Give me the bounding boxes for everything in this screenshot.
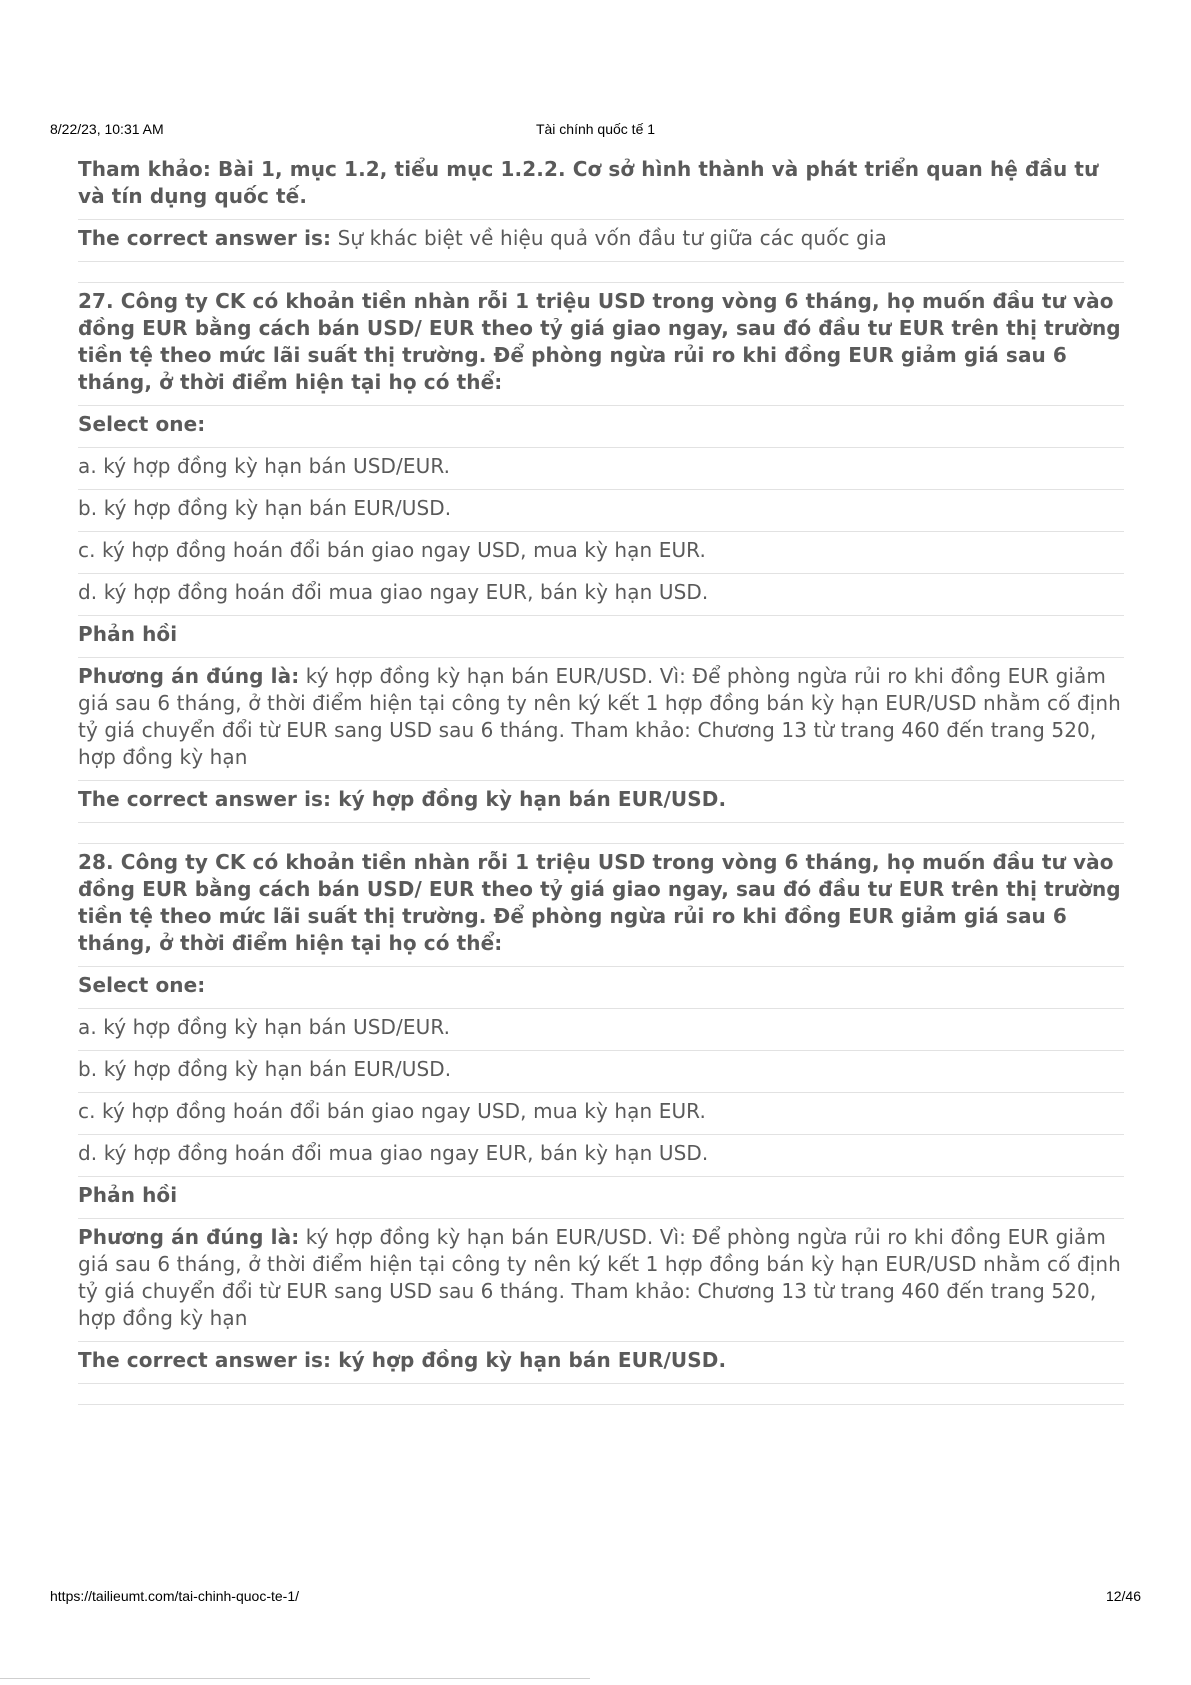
select-one-label: Select one:	[78, 406, 1124, 448]
print-url[interactable]: https://tailieumt.com/tai-chinh-quoc-te-1/	[50, 1588, 299, 1604]
reference-text	[78, 153, 1124, 220]
explanation-label: Phương án đúng là:	[78, 664, 300, 688]
question-text: 27. Công ty CK có khoản tiền nhàn rỗi 1 triệu USD trong vòng 6 tháng, họ muốn đầu tư vào đồng EUR bằng cách bán USD/ EUR theo tỷ giá giao ngay, sau đó đầu tư EUR trên thị trường tiền tệ theo mức lãi suất thị trường. Để phòng ngừa rủi ro khi đồng EUR giảm giá sau 6 tháng, ở thời điểm hiện tại họ có thể:	[78, 283, 1124, 406]
quiz-content	[78, 153, 1124, 1405]
option-a[interactable]: a. ký hợp đồng kỳ hạn bán USD/EUR.	[78, 448, 1124, 490]
explanation-text: ký hợp đồng kỳ hạn bán EUR/USD. Vì: Để phòng ngừa rủi ro khi đồng EUR giảm giá sau 6 tháng, ở thời điểm hiện tại công ty nên ký kết 1 hợp đồng bán kỳ hạn EUR/USD nhằm cố định tỷ giá chuyển đổi từ EUR sang USD sau 6 tháng. Tham khảo: Chương 13 từ trang 460 đến trang 520, hợp đồng kỳ hạn	[78, 1225, 1121, 1330]
correct-answer-label: The correct answer is:	[78, 787, 332, 811]
option-c[interactable]: c. ký hợp đồng hoán đổi bán giao ngay USD, mua kỳ hạn EUR.	[78, 532, 1124, 574]
explanation-text: ký hợp đồng kỳ hạn bán EUR/USD. Vì: Để phòng ngừa rủi ro khi đồng EUR giảm giá sau 6 tháng, ở thời điểm hiện tại công ty nên ký kết 1 hợp đồng bán kỳ hạn EUR/USD nhằm cố định tỷ giá chuyển đổi từ EUR sang USD sau 6 tháng. Tham khảo: Chương 13 từ trang 460 đến trang 520, hợp đồng kỳ hạn	[78, 664, 1121, 769]
option-b[interactable]: b. ký hợp đồng kỳ hạn bán EUR/USD.	[78, 1051, 1124, 1093]
correct-answer-label: The correct answer is:	[78, 1348, 332, 1372]
correct-answer-text: Sự khác biệt về hiệu quả vốn đầu tư giữa các quốc gia	[331, 226, 887, 250]
print-datetime: 8/22/23, 10:31 AM	[50, 121, 164, 137]
correct-answer-row	[78, 220, 1124, 262]
correct-answer-label: The correct answer is:	[78, 226, 332, 250]
print-footer	[50, 1588, 1141, 1606]
page-bottom-rule	[0, 1678, 590, 1679]
correct-answer-text: ký hợp đồng kỳ hạn bán EUR/USD.	[331, 1348, 727, 1372]
print-title: Tài chính quốc tế 1	[535, 121, 656, 137]
feedback-heading: Phản hồi	[78, 1177, 1124, 1219]
page-number: 12/46	[1105, 1588, 1141, 1604]
option-d[interactable]: d. ký hợp đồng hoán đổi mua giao ngay EUR, bán kỳ hạn USD.	[78, 574, 1124, 616]
explanation-label: Phương án đúng là:	[78, 1225, 300, 1249]
question-text: 28. Công ty CK có khoản tiền nhàn rỗi 1 triệu USD trong vòng 6 tháng, họ muốn đầu tư vào đồng EUR bằng cách bán USD/ EUR theo tỷ giá giao ngay, sau đó đầu tư EUR trên thị trường tiền tệ theo mức lãi suất thị trường. Để phòng ngừa rủi ro khi đồng EUR giảm giá sau 6 tháng, ở thời điểm hiện tại họ có thể:	[78, 844, 1124, 967]
question-separator	[78, 262, 1124, 283]
correct-answer-row	[78, 781, 1124, 823]
option-d[interactable]: d. ký hợp đồng hoán đổi mua giao ngay EUR, bán kỳ hạn USD.	[78, 1135, 1124, 1177]
feedback-explanation	[78, 1219, 1124, 1342]
print-header	[50, 121, 1141, 139]
reference-line: Tham khảo: Bài 1, mục 1.2, tiểu mục 1.2.2. Cơ sở hình thành và phát triển quan hệ đầu tư và tín dụng quốc tế.	[78, 157, 1099, 208]
correct-answer-row	[78, 1342, 1124, 1384]
question-separator	[78, 1384, 1124, 1405]
question-separator	[78, 823, 1124, 844]
feedback-heading: Phản hồi	[78, 616, 1124, 658]
option-a[interactable]: a. ký hợp đồng kỳ hạn bán USD/EUR.	[78, 1009, 1124, 1051]
feedback-explanation	[78, 658, 1124, 781]
select-one-label: Select one:	[78, 967, 1124, 1009]
correct-answer-text: ký hợp đồng kỳ hạn bán EUR/USD.	[331, 787, 727, 811]
option-c[interactable]: c. ký hợp đồng hoán đổi bán giao ngay USD, mua kỳ hạn EUR.	[78, 1093, 1124, 1135]
option-b[interactable]: b. ký hợp đồng kỳ hạn bán EUR/USD.	[78, 490, 1124, 532]
